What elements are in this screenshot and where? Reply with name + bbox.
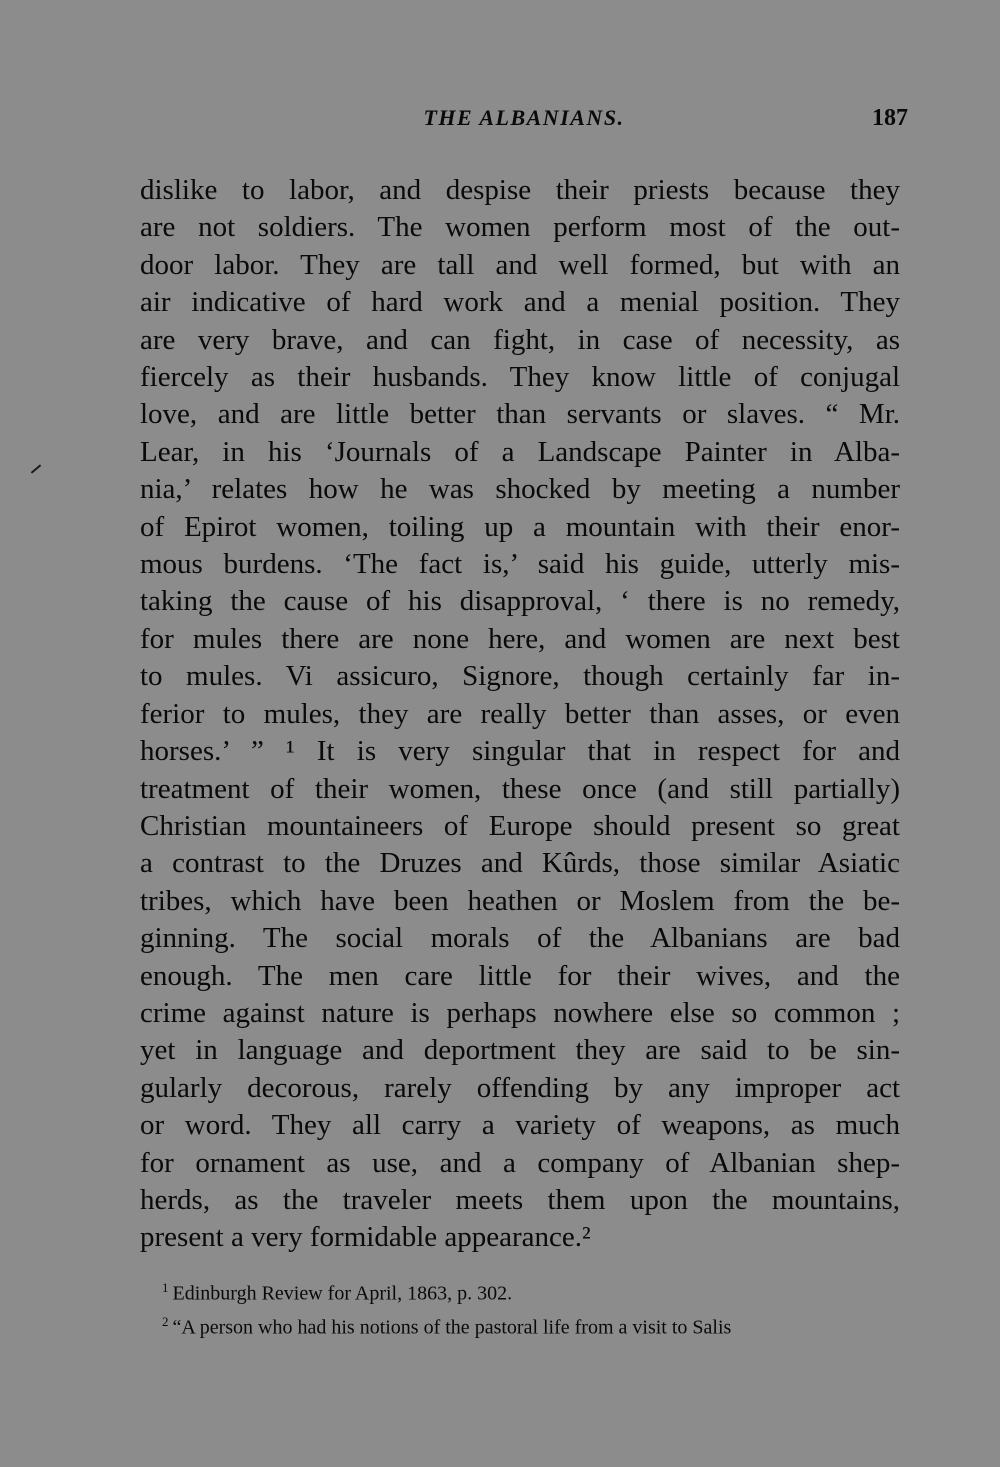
footnotes	[140, 1274, 900, 1341]
text-line: gularly decorous, rarely offending by any improper act	[140, 1071, 900, 1104]
text-line: air indicative of hard work and a menial position. They	[140, 286, 900, 319]
text-line: taking the cause of his disapproval, ‘ there is no remedy,	[140, 585, 900, 618]
body-text	[140, 172, 900, 1257]
text-line: love, and are little better than servants or slaves. “ Mr.	[140, 398, 900, 431]
text-line: Lear, in his ‘Journals of a Landscape Painter in Alba-	[140, 435, 900, 468]
text-line: tribes, which have been heathen or Moslem from the be-	[140, 884, 900, 917]
text-line: Christian mountaineers of Europe should present so great	[140, 809, 900, 842]
text-line: dislike to labor, and despise their priests because they	[140, 174, 900, 206]
text-line: nia,’ relates how he was shocked by meeting a number	[140, 473, 900, 506]
text-line: crime against nature is perhaps nowhere else so common ;	[140, 996, 900, 1029]
footnote	[140, 1308, 900, 1342]
text-line: treatment of their women, these once (and still partially)	[140, 772, 900, 805]
text-line: ginning. The social morals of the Albanians are bad	[140, 922, 900, 955]
running-head: THE ALBANIANS.	[423, 105, 625, 130]
footnote-mark: 1	[162, 1280, 169, 1295]
footnote-text: “A person who had his notions of the pastoral life from a visit to Salis	[172, 1316, 732, 1339]
footnote-mark: 2	[162, 1313, 169, 1329]
text-line: fiercely as their husbands. They know little of conjugal	[140, 361, 900, 394]
footnote	[140, 1274, 900, 1308]
text-line: mous burdens. ‘The fact is,’ said his guide, utterly mis-	[140, 548, 900, 581]
text-line: a contrast to the Druzes and Kûrds, those similar Asiatic	[140, 847, 900, 880]
page-number: 187	[872, 105, 908, 131]
text-line: yet in language and deportment they are said to be sin-	[140, 1034, 900, 1067]
text-line: door labor. They are tall and well formed, but with an	[140, 248, 900, 281]
margin-mark	[31, 464, 41, 473]
footnote-text: Edinburgh Review for April, 1863, p. 302.	[172, 1282, 513, 1305]
text-line: to mules. Vi assicuro, Signore, though certainly far in-	[140, 660, 900, 693]
text-line: or word. They all carry a variety of weapons, as much	[140, 1109, 900, 1142]
text-line: enough. The men care little for their wives, and the	[140, 959, 900, 992]
text-line: present a very formidable appearance.²	[140, 1221, 591, 1254]
text-line: of Epirot women, toiling up a mountain with their enor-	[140, 510, 900, 543]
page-header	[140, 105, 908, 145]
text-line: herds, as the traveler meets them upon the mountains,	[140, 1183, 900, 1216]
text-line: are not soldiers. The women perform most of the out-	[140, 211, 900, 244]
text-line: for ornament as use, and a company of Albanian shep-	[140, 1146, 900, 1179]
text-line: are very brave, and can fight, in case of necessity, as	[140, 323, 900, 356]
text-line: ferior to mules, they are really better than asses, or even	[140, 697, 900, 730]
text-line: for mules there are none here, and women are next best	[140, 622, 900, 655]
text-line: horses.’ ” ¹ It is very singular that in respect for and	[140, 735, 900, 768]
